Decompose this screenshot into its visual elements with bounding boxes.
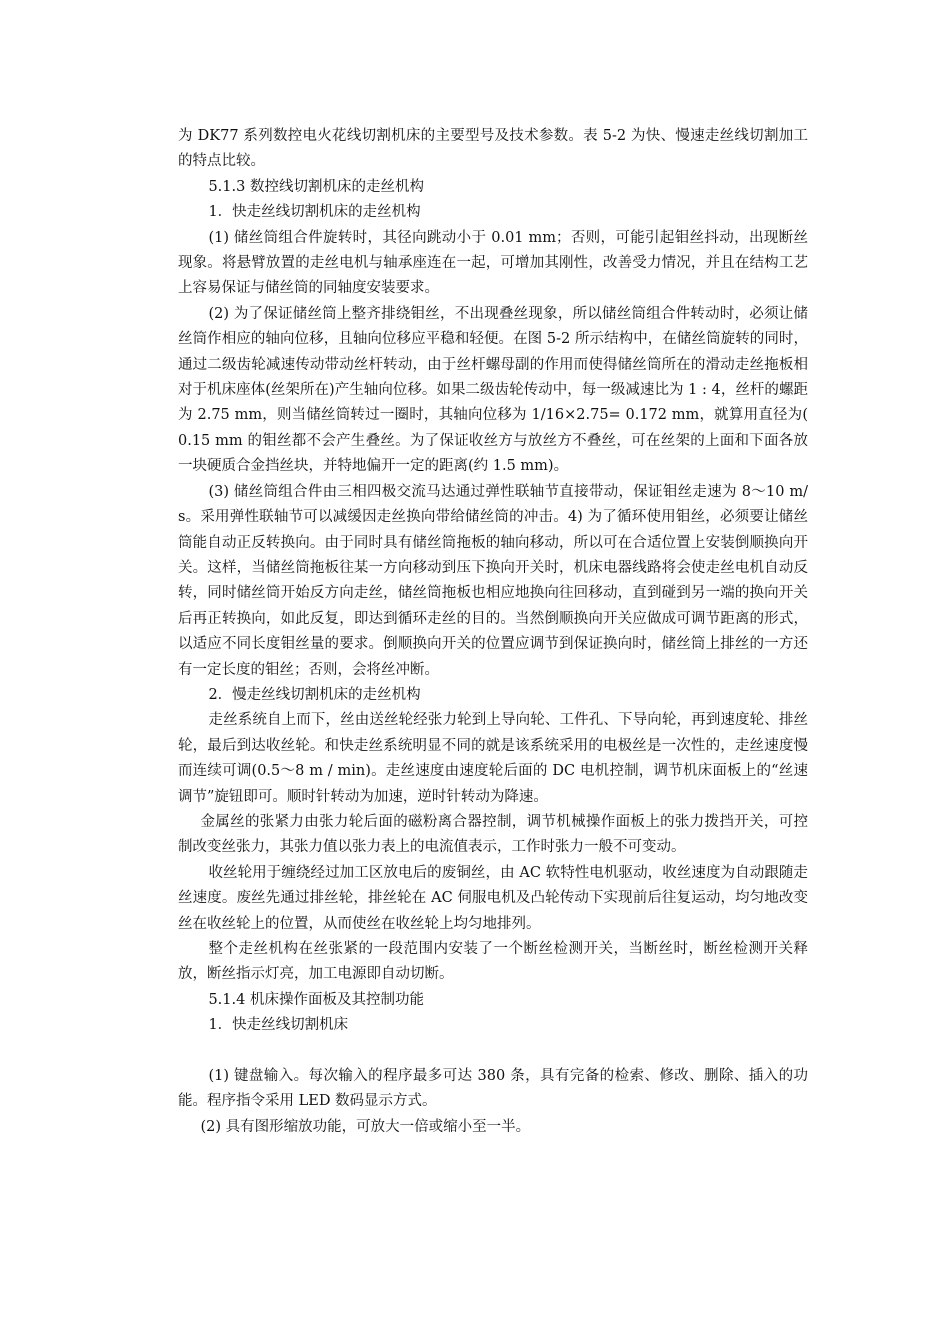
paragraph-take-up-wheel: 收丝轮用于缠绕经过加工区放电后的废铜丝，由 AC 软特性电机驱动，收丝速度为自动跟随走丝速度。废丝先通过排丝轮，排丝轮在 AC 伺服电机及凸轮传动下实现前后往复运动，均匀地改变丝在收丝轮上的位置，从而使丝在收丝轮上均匀地排列。 xyxy=(178,864,808,932)
paragraph-keyboard-input: (1) 键盘输入。每次输入的程序最多可达 380 条，具有完备的检索、修改、删除、插入的功能。程序指令采用 LED 数码显示方式。 xyxy=(178,1068,808,1110)
paragraph-break-detection: 整个走丝机构在丝张紧的一段范围内安装了一个断丝检测开关，当断丝时，断丝检测开关释放，断丝指示灯亮，加工电源即自动切断。 xyxy=(178,941,808,983)
paragraph-intro: 为 DK77 系列数控电火花线切割机床的主要型号及技术参数。表 5-2 为快、慢速走丝线切割加工的特点比较。 xyxy=(178,128,808,170)
paragraph-item-1: (1) 储丝筒组合件旋转时，其径向跳动小于 0.01 mm；否则，可能引起钼丝抖动，出现断丝现象。将悬臂放置的走丝电机与轴承座连在一起，可增加其刚性，改善受力情况，并且在结构工艺上容易保证与储丝筒的同轴度安装要求。 xyxy=(178,229,808,297)
section-heading-5-1-4: 5.1.4 机床操作面板及其控制功能 xyxy=(208,991,424,1008)
document-page xyxy=(178,124,808,1140)
subsection-heading-fast-wire: 1．快走丝线切割机床的走丝机构 xyxy=(208,204,421,221)
paragraph-item-2: (2) 为了保证储丝筒上整齐排绕钼丝，不出现叠丝现象，所以储丝筒组合件转动时，必须让储丝筒作相应的轴向位移，且轴向位移应平稳和轻便。在图 5-2 所示结构中，在储丝筒旋转的同时，通过二级齿轮减速传动带动丝杆转动，由于丝杆螺母副的作用而使得储丝筒所在的滑动走丝拖板相对于机床座体(丝架所在)产生轴向位移。如果二级齿轮传动中，每一级减速比为 1 : 4，丝杆的螺距为 2.75 mm，则当储丝筒转过一圈时，其轴向位移为 1/16×2.75= 0.172 mm，就算用直径为( 0.15 mm 的钼丝都不会产生叠丝。为了保证收丝方与放丝方不叠丝，可在丝架的上面和下面各放一块硬质合金挡丝块，并特地偏开一定的距离(约 1.5 mm)。 xyxy=(178,305,808,475)
subsection-heading-slow-wire: 2．慢走丝线切割机床的走丝机构 xyxy=(208,686,421,703)
paragraph-wire-system: 走丝系统自上而下，丝由送丝轮经张力轮到上导向轮、工件孔、下导向轮，再到速度轮、排丝轮，最后到达收丝轮。和快走丝系统明显不同的就是该系统采用的电极丝是一次性的，走丝速度慢而连续可调(0.5～8 m / min)。走丝速度由速度轮后面的 DC 电机控制，调节机床面板上的“丝速调节”旋钮即可。顺时针转动为加速，逆时针转动为降速。 xyxy=(178,712,808,805)
subsection-heading-fast-machine: 1．快走丝线切割机床 xyxy=(208,1017,349,1034)
blank-line xyxy=(178,1039,808,1064)
section-heading-5-1-3: 5.1.3 数控线切割机床的走丝机构 xyxy=(208,178,424,195)
paragraph-zoom-function: (2) 具有图形缩放功能，可放大一倍或缩小至一半。 xyxy=(200,1118,531,1135)
paragraph-item-3: (3) 储丝筒组合件由三相四极交流马达通过弹性联轴节直接带动，保证钼丝走速为 8～10 m/s。采用弹性联轴节可以减缓因走丝换向带给储丝筒的冲击。4) 为了循环使用钼丝，必须要让储丝筒能自动正反转换向。由于同时具有储丝筒拖板的轴向移动，所以可在合适位置上安装倒顺换向开关。这样，当储丝筒拖板往某一方向移动到压下换向开关时，机床电器线路将会使走丝电机自动反转，同时储丝筒开始反方向走丝，储丝筒拖板也相应地换向往回移动，直到碰到另一端的换向开关后再正转换向，如此反复，即达到循环走丝的目的。当然倒顺换向开关应做成可调节距离的形式，以适应不同长度钼丝量的要求。倒顺换向开关的位置应调节到保证换向时，储丝筒上排丝的一方还有一定长度的钼丝；否则，会将丝冲断。 xyxy=(178,483,808,678)
paragraph-tension: 金属丝的张紧力由张力轮后面的磁粉离合器控制，调节机械操作面板上的张力拨挡开关，可控制改变丝张力，其张力值以张力表上的电流值表示，工作时张力一般不可变动。 xyxy=(178,813,808,856)
